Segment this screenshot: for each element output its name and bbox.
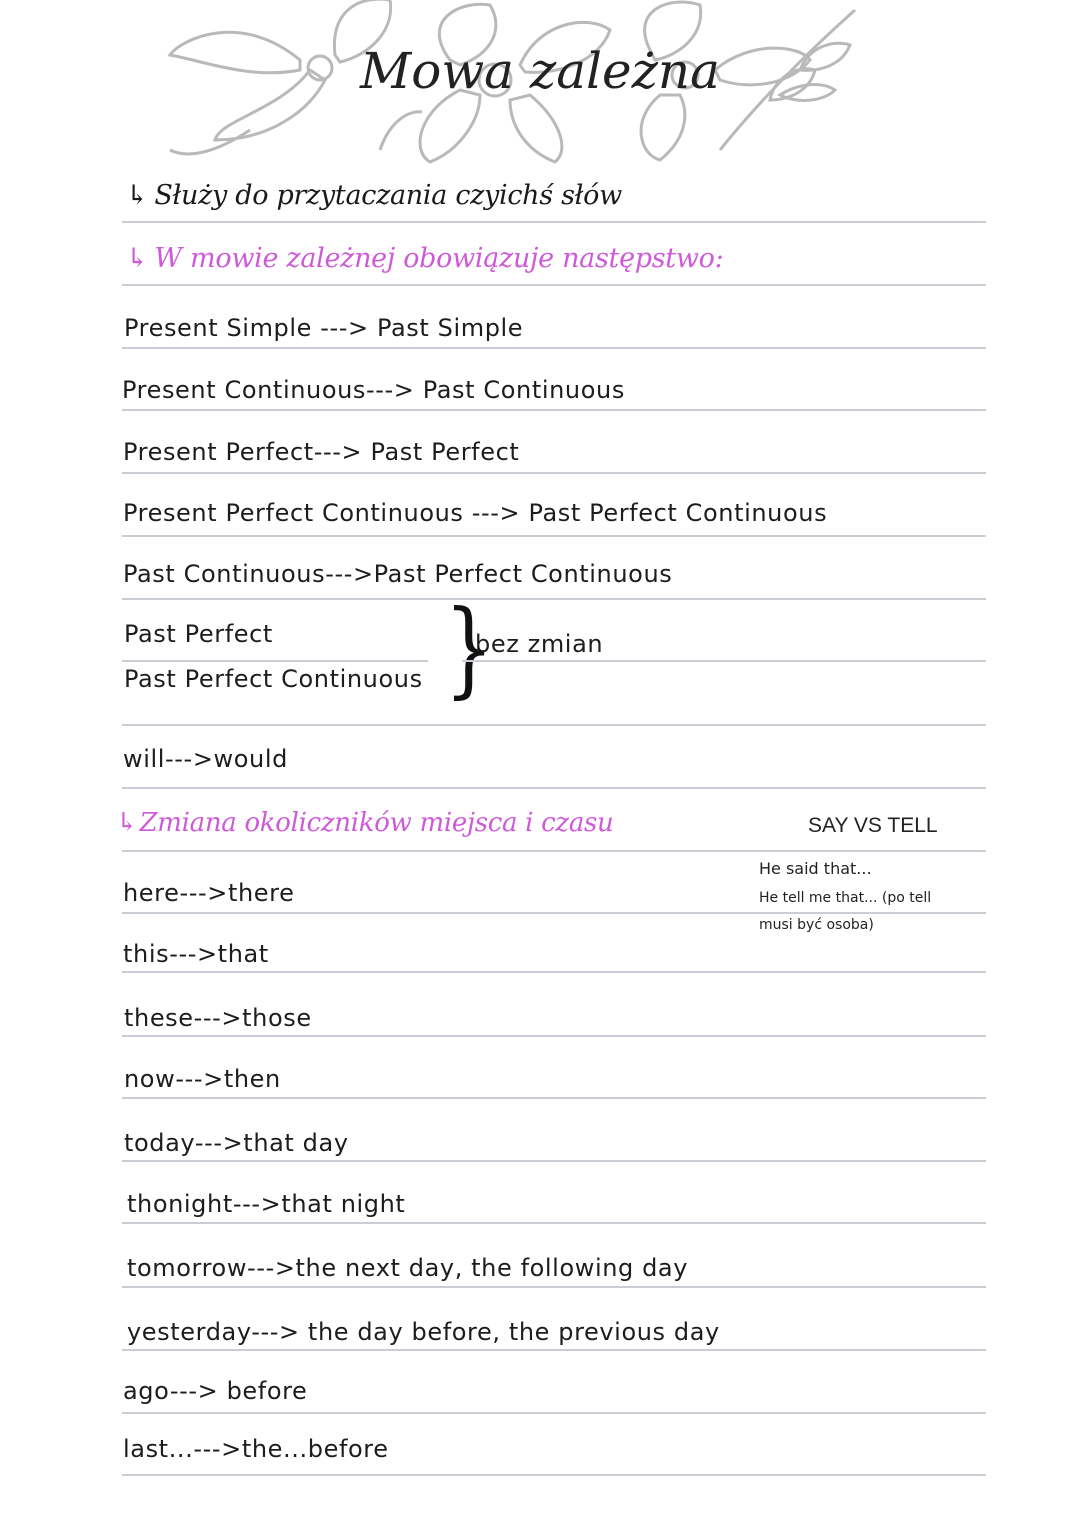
rule	[122, 971, 986, 973]
tense-change: Present Continuous---> Past Continuous	[122, 376, 625, 404]
no-change-label: bez zmian	[475, 630, 604, 658]
tense-change: Present Simple ---> Past Simple	[124, 314, 524, 342]
intro-uses	[126, 180, 622, 211]
rule	[122, 472, 986, 474]
modal-change: will--->would	[123, 745, 288, 773]
intro-uses-text: Służy do przytaczania czyichś słów	[154, 180, 622, 211]
rule	[122, 1222, 986, 1224]
adverbial-item: these--->those	[124, 1004, 312, 1032]
adverbials-heading-text: Zmiana okoliczników miejsca i czasu	[139, 808, 614, 838]
intro-sequence-text: W mowie zależnej obowiązuje następstwo:	[154, 243, 724, 274]
rule	[122, 1097, 986, 1099]
adverbial-item: thonight--->that night	[127, 1190, 406, 1218]
rule	[122, 347, 986, 349]
tense-change: Past Continuous--->Past Perfect Continuous	[123, 560, 673, 588]
rule	[122, 1286, 986, 1288]
adverbial-item: here--->there	[123, 879, 295, 907]
adverbial-item: ago---> before	[123, 1377, 308, 1405]
rule	[122, 409, 986, 411]
rule	[122, 1160, 986, 1162]
arrow-icon: ↳	[116, 808, 138, 838]
adverbial-item: today--->that day	[124, 1129, 349, 1157]
tense-change: Present Perfect---> Past Perfect	[123, 438, 520, 466]
no-change-item: Past Perfect Continuous	[124, 665, 423, 693]
rule	[122, 221, 986, 223]
page-title: Mowa zależna	[360, 42, 720, 100]
rule	[122, 912, 986, 914]
rule	[122, 850, 986, 852]
arrow-icon: ↳	[126, 180, 149, 211]
intro-sequence	[126, 243, 723, 274]
adverbial-item: yesterday---> the day before, the previous day	[127, 1318, 720, 1346]
rule	[122, 787, 986, 789]
adverbial-item: now--->then	[124, 1065, 281, 1093]
no-change-item: Past Perfect	[124, 620, 273, 648]
rule	[122, 724, 986, 726]
adverbial-item: last...--->the...before	[123, 1435, 389, 1463]
say-vs-tell-note: He tell me that... (po tell	[759, 890, 932, 906]
rule	[122, 660, 428, 662]
say-vs-tell-heading: SAY VS TELL	[808, 814, 938, 837]
adverbial-item: this--->that	[123, 940, 269, 968]
adverbial-item: tomorrow--->the next day, the following day	[127, 1254, 689, 1282]
rule	[122, 284, 986, 286]
arrow-icon: ↳	[126, 243, 149, 274]
tense-change: Present Perfect Continuous ---> Past Perfect Continuous	[123, 499, 828, 527]
rule	[122, 598, 986, 600]
say-vs-tell-note: musi być osoba)	[759, 917, 874, 933]
rule	[122, 1349, 986, 1351]
say-vs-tell-note: He said that...	[759, 859, 872, 878]
rule	[462, 660, 986, 662]
adverbials-heading	[116, 808, 614, 838]
rule	[122, 535, 986, 537]
rule	[122, 1474, 986, 1476]
rule	[122, 1035, 986, 1037]
rule	[122, 1412, 986, 1414]
brace-icon: }	[444, 587, 494, 709]
